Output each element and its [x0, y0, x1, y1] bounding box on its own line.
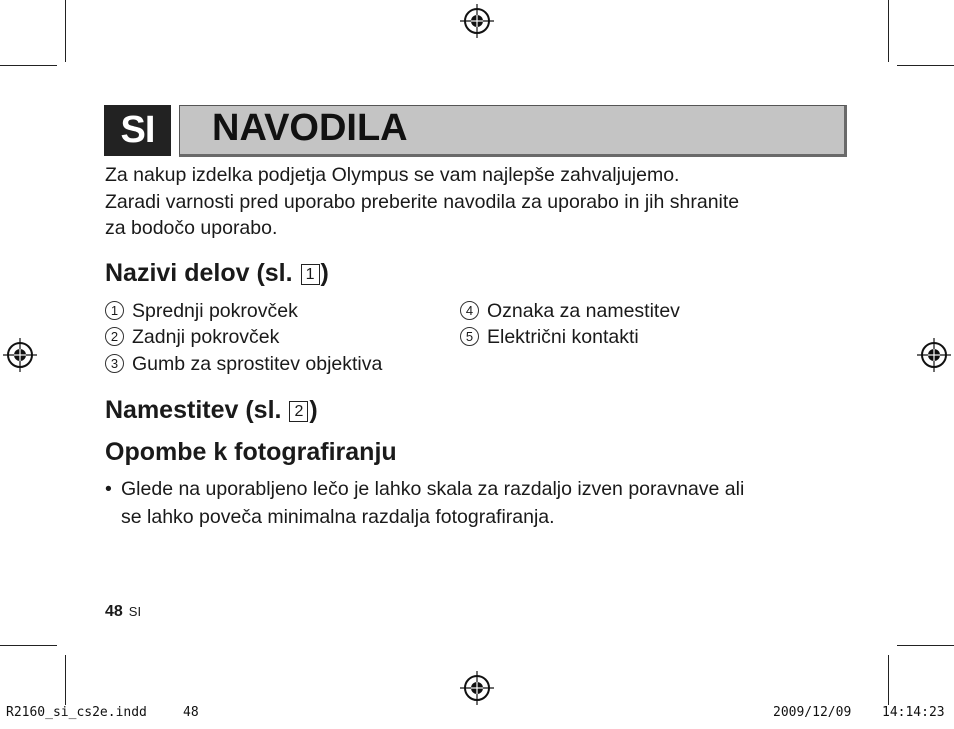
crop-mark — [897, 645, 954, 646]
section-heading-parts — [105, 259, 329, 288]
slug-filename: R2160_si_cs2e.indd — [6, 705, 147, 720]
bullet-text — [121, 475, 744, 531]
slug-page: 48 — [183, 705, 199, 720]
page-language: SI — [128, 604, 142, 619]
parts-list-item — [105, 300, 298, 323]
notes-bullet-list — [105, 475, 845, 531]
figure-ref-box: 2 — [289, 401, 308, 422]
item-number: 1 — [105, 301, 124, 320]
parts-list-item — [105, 326, 279, 349]
page-number: 48 — [105, 603, 123, 620]
crop-mark — [897, 65, 954, 66]
registration-mark-icon — [917, 338, 951, 372]
crop-mark — [0, 65, 57, 66]
heading-text: Nazivi delov (sl. — [105, 259, 300, 287]
heading-text: ) — [309, 396, 318, 424]
item-label: Sprednji pokrovček — [132, 300, 298, 322]
crop-mark — [65, 0, 66, 62]
item-label: Oznaka za namestitev — [487, 300, 680, 322]
slug-date: 2009/12/09 — [773, 705, 852, 720]
heading-text: Namestitev (sl. — [105, 396, 289, 424]
bullet-line: se lahko poveča minimalna razdalja fotografiranja. — [121, 506, 555, 528]
item-number: 5 — [460, 327, 479, 346]
item-label: Zadnji pokrovček — [132, 326, 280, 348]
crop-mark — [888, 655, 889, 705]
parts-list-item — [460, 300, 680, 323]
language-badge: SI — [104, 105, 171, 156]
crop-mark — [0, 645, 57, 646]
intro-line: za bodočo uporabo. — [105, 217, 278, 239]
item-number: 2 — [105, 327, 124, 346]
heading-text: ) — [320, 259, 329, 287]
item-label: Gumb za sprostitev objektiva — [132, 353, 383, 375]
item-number: 4 — [460, 301, 479, 320]
parts-list-item — [460, 326, 639, 349]
bullet-line: Glede na uporabljeno lečo je lahko skala za razdaljo izven poravnave ali — [121, 478, 745, 500]
page-title: NAVODILA — [212, 107, 408, 149]
registration-mark-icon — [3, 338, 37, 372]
intro-line: Zaradi varnosti pred uporabo preberite navodila za uporabo in jih shranite — [105, 190, 740, 213]
intro-paragraph — [105, 162, 845, 242]
item-label: Električni kontakti — [487, 326, 639, 348]
page-footer — [105, 603, 141, 621]
section-heading-notes: Opombe k fotografiranju — [105, 438, 397, 466]
bullet-item — [105, 475, 845, 531]
parts-list-item — [105, 353, 382, 376]
crop-mark — [65, 655, 66, 705]
registration-mark-icon — [460, 4, 494, 38]
bullet-dot: • — [105, 478, 112, 500]
crop-mark — [888, 0, 889, 62]
figure-ref-box: 1 — [301, 264, 320, 285]
title-bar — [179, 105, 847, 157]
intro-line: Za nakup izdelka podjetja Olympus se vam najlepše zahvaljujemo. — [105, 164, 680, 186]
section-heading-mount — [105, 396, 318, 425]
item-number: 3 — [105, 354, 124, 373]
slug-time: 14:14:23 — [882, 705, 945, 720]
registration-mark-icon — [460, 671, 494, 705]
